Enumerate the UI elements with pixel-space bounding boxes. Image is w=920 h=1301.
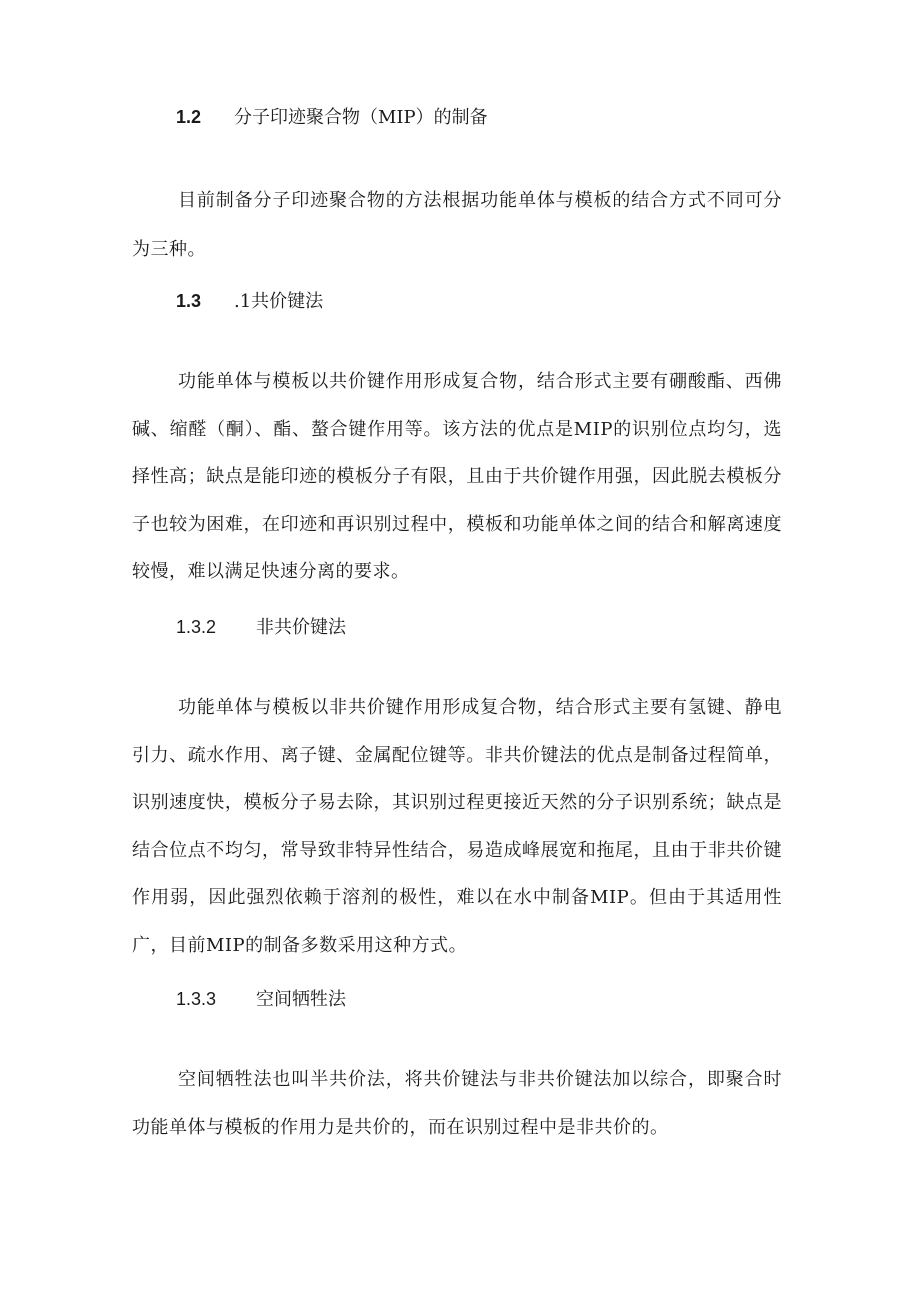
heading-1-2: [176, 102, 488, 132]
paragraph-spatial: 空间牺牲法也叫半共价法，将共价键法与非共价键法加以综合，即聚合时功能单体与模板的作用力是共价的，而在识别过程中是非共价的。: [132, 1069, 782, 1138]
heading-number: 1.3.3: [176, 989, 217, 1009]
heading-number: 1.3: [176, 291, 202, 311]
heading-title: 空间牺牲法: [256, 989, 346, 1010]
heading-1-3: [176, 286, 323, 316]
heading-number: 1.2: [176, 107, 202, 127]
heading-title: 分子印迹聚合物（MIP）的制备: [234, 107, 488, 128]
heading-title: .1共价键法: [234, 291, 324, 312]
paragraph-intro: 目前制备分子印迹聚合物的方法根据功能单体与模板的结合方式不同可分为三种。: [132, 190, 782, 260]
heading-1-3-2: [176, 612, 346, 642]
paragraph-covalent: 功能单体与模板以共价键作用形成复合物，结合形式主要有硼酸酯、西佛碱、缩醛（酮）、酯、螯合键作用等。该方法的优点是MIP的识别位点均匀，选择性高；缺点是能印迹的模板分子有限，且由于共价键作用强，因此脱去模板分子也较为困难，在印迹和再识别过程中，模板和功能单体之间的结合和解离速度较慢，难以满足快速分离的要求。: [132, 371, 782, 582]
paragraph-noncovalent: 功能单体与模板以非共价键作用形成复合物，结合形式主要有氢键、静电引力、疏水作用、离子键、金属配位键等。非共价键法的优点是制备过程简单，识别速度快，模板分子易去除，其识别过程更接近天然的分子识别系统；缺点是结合位点不均匀，常导致非特异性结合，易造成峰展宽和拖尾，且由于非共价键作用弱，因此强烈依赖于溶剂的极性，难以在水中制备MIP。但由于其适用性广，目前MIP的制备多数采用这种方式。: [132, 697, 782, 956]
heading-1-3-3: [176, 984, 346, 1014]
heading-number: 1.3.2: [176, 617, 217, 637]
heading-title: 非共价键法: [256, 617, 346, 638]
